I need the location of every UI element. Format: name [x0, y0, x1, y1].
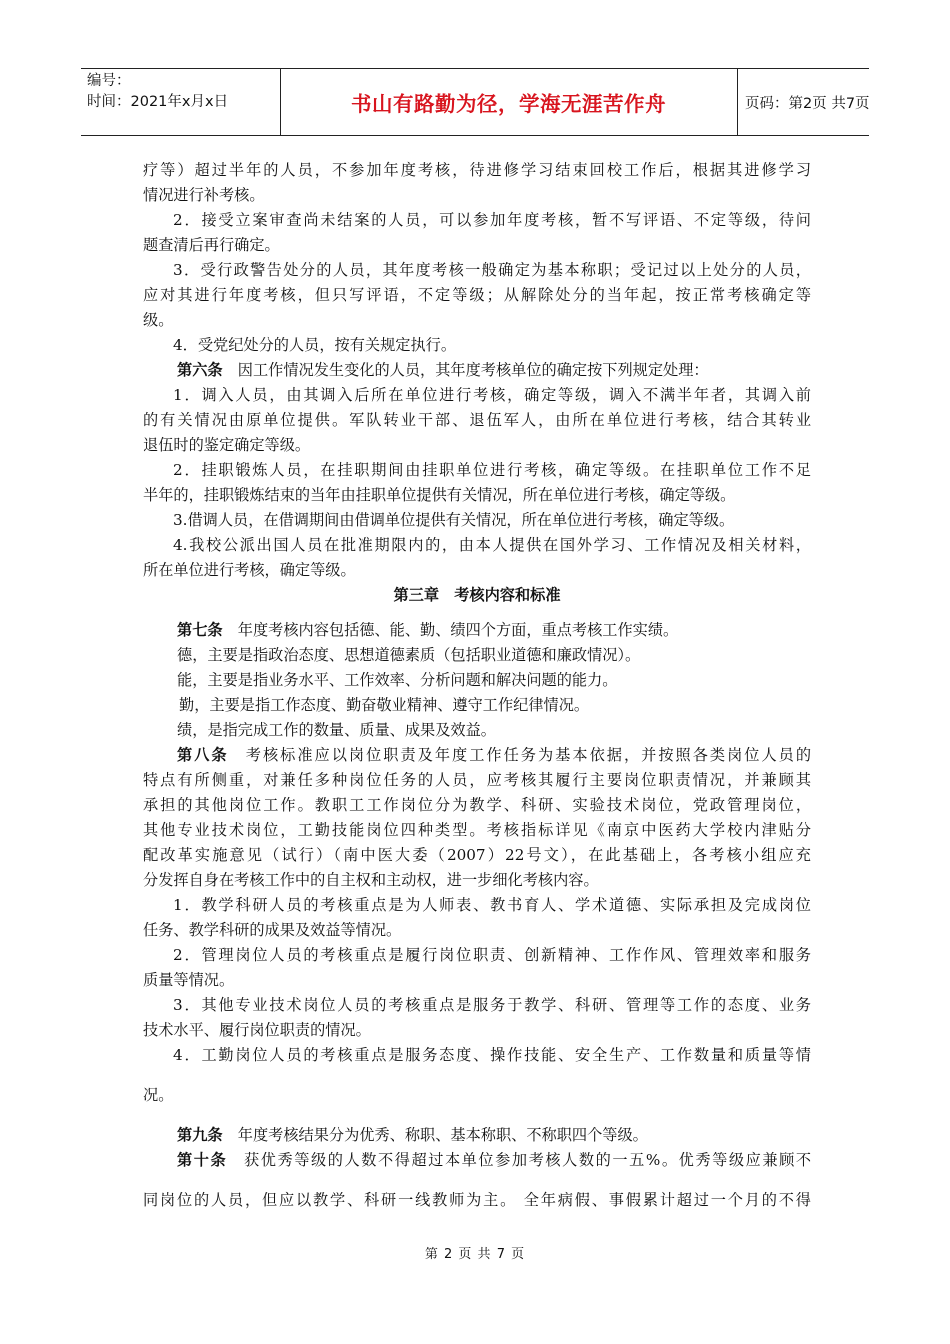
paragraph-line: 任务、教学科研的成果及效益等情况。 [143, 921, 402, 939]
article-text: 年度考核结果分为优秀、称职、基本称职、不称职四个等级。 [237, 1126, 648, 1144]
paragraph-line: 配改革实施意见（试行）（南中医大委（2007）22号文），在此基础上，各考核小组应充 [143, 846, 811, 864]
page-footer: 第 2 页 共 7 页 [424, 1247, 526, 1262]
paragraph-line: 能，主要是指业务水平、工作效率、分析问题和解决问题的能力。 [177, 671, 618, 689]
paragraph-line: 4.我校公派出国人员在批准期限内的，由本人提供在国外学习、工作情况及相关材料， [173, 536, 811, 554]
paragraph-line: 退伍时的鉴定确定等级。 [143, 436, 311, 454]
paragraph-line: 1．教学科研人员的考核重点是为人师表、教书育人、学术道德、实际承担及完成岗位 [173, 896, 811, 914]
header-meta [87, 71, 277, 113]
paragraph-line: 4．受党纪处分的人员，按有关规定执行。 [173, 336, 457, 354]
article-6-line [143, 358, 811, 383]
paragraph-line: 技术水平、履行岗位职责的情况。 [143, 1021, 371, 1039]
paragraph-line: 2．接受立案审查尚未结案的人员，可以参加年度考核，暂不写评语、不定等级，待问 [173, 211, 811, 229]
paragraph-line: 2．管理岗位人员的考核重点是履行岗位职责、创新精神、工作作风、管理效率和服务 [173, 946, 811, 964]
paragraph-line: 3．受行政警告处分的人员，其年度考核一般确定为基本称职；受记过以上处分的人员， [173, 261, 811, 279]
article-6-heading: 第六条 [177, 361, 223, 379]
article-8-line [143, 743, 811, 768]
article-text: 考核标准应以岗位职责及年度工作任务为基本依据，并按照各类岗位人员的 [245, 746, 811, 764]
paragraph-line: 分发挥自身在考核工作中的自主权和主动权，进一步细化考核内容。 [143, 871, 599, 889]
article-7-line [143, 618, 811, 643]
paragraph-line: 1．调入人员，由其调入后所在单位进行考核，确定等级，调入不满半年者，其调入前 [173, 386, 811, 404]
article-10-line [143, 1148, 811, 1173]
paragraph-line: 特点有所侧重，对兼任多种岗位任务的人员，应考核其履行主要岗位职责情况，并兼顾其 [143, 771, 811, 789]
paragraph-line: 勤，主要是指工作态度、勤奋敬业精神、遵守工作纪律情况。 [179, 696, 590, 714]
paragraph-line: 情况进行补考核。 [143, 186, 265, 204]
paragraph-line: 其他专业技术岗位，工勤技能岗位四种类型。考核指标详见《南京中医药大学校内津贴分 [143, 821, 811, 839]
article-text: 获优秀等级的人数不得超过本单位参加考核人数的一五%。优秀等级应兼顾不 [244, 1151, 811, 1169]
paragraph-line: 半年的，挂职锻炼结束的当年由挂职单位提供有关情况，所在单位进行考核，确定等级。 [143, 486, 736, 504]
chapter-heading: 第三章 考核内容和标准 [393, 586, 561, 604]
paragraph-line: 3.借调人员，在借调期间由借调单位提供有关情况，所在单位进行考核，确定等级。 [173, 511, 735, 529]
paragraph-line: 应对其进行年度考核，但只写评语，不定等级；从解除处分的当年起，按正常考核确定等 [143, 286, 811, 304]
paragraph-line: 质量等情况。 [143, 971, 235, 989]
article-8-heading: 第八条 [177, 746, 229, 764]
page-header [81, 68, 869, 136]
paragraph-line: 所在单位进行考核，确定等级。 [143, 561, 356, 579]
document-body [143, 158, 811, 1213]
article-10-heading: 第十条 [177, 1151, 228, 1169]
document-date-label: 时间：2021年x月x日 [87, 94, 229, 110]
paragraph-line: 况。 [143, 1086, 174, 1104]
paragraph-line: 疗等）超过半年的人员，不参加年度考核，待进修学习结束回校工作后，根据其进修学习 [143, 161, 811, 179]
paragraph-line: 2．挂职锻炼人员，在挂职期间由挂职单位进行考核，确定等级。在挂职单位工作不足 [173, 461, 811, 479]
header-motto: 书山有路勤为径，学海无涯苦作舟 [351, 92, 666, 116]
paragraph-line: 德，主要是指政治态度、思想道德素质（包括职业道德和廉政情况）。 [177, 646, 641, 664]
header-page-number: 页码：第2页 共7页 [745, 95, 870, 112]
article-9-line [143, 1123, 811, 1148]
paragraph-line: 题查清后再行确定。 [143, 236, 280, 254]
article-text: 因工作情况发生变化的人员，其年度考核单位的确定按下列规定处理： [237, 361, 709, 379]
paragraph-line: 绩，是指完成工作的数量、质量、成果及效益。 [177, 721, 496, 739]
article-text: 年度考核内容包括德、能、勤、绩四个方面，重点考核工作实绩。 [237, 621, 679, 639]
document-number-label: 编号： [87, 73, 131, 89]
header-divider [737, 69, 738, 135]
paragraph-line: 4．工勤岗位人员的考核重点是服务态度、操作技能、安全生产、工作数量和质量等情 [173, 1046, 811, 1064]
paragraph-line: 级。 [143, 311, 174, 329]
article-9-heading: 第九条 [177, 1126, 223, 1144]
paragraph-line: 3．其他专业技术岗位人员的考核重点是服务于教学、科研、管理等工作的态度、业务 [173, 996, 811, 1014]
paragraph-line: 承担的其他岗位工作。教职工工作岗位分为教学、科研、实验技术岗位，党政管理岗位， [143, 796, 811, 814]
article-7-heading: 第七条 [177, 621, 223, 639]
paragraph-line: 的有关情况由原单位提供。军队转业干部、退伍军人，由所在单位进行考核，结合其转业 [143, 411, 811, 429]
paragraph-line: 同岗位的人员，但应以教学、科研一线教师为主。 全年病假、事假累计超过一个月的不得 [143, 1191, 811, 1209]
